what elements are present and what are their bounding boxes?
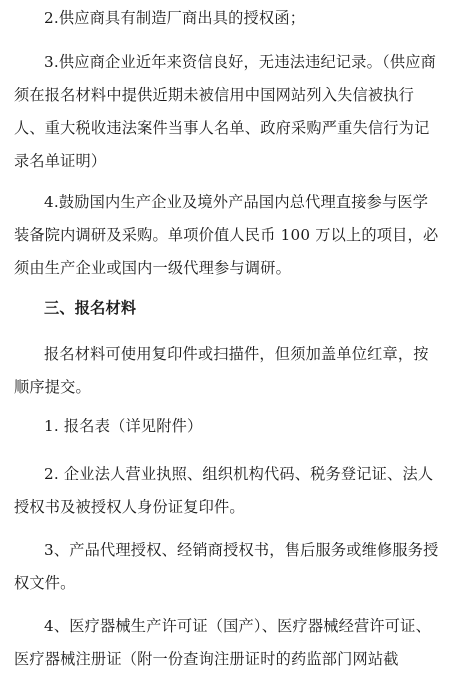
material-item-2: 2. 企业法人营业执照、组织机构代码、税务登记证、法人授权书及被授权人身份证复印件。 xyxy=(14,465,434,516)
material-item-1: 1. 报名表（详见附件） xyxy=(44,417,203,435)
material-item-4: 4、医疗器械生产许可证（国产）、医疗器械经营许可证、医疗器械注册证（附一份查询注册证时的药监部门网站截 xyxy=(14,617,431,668)
materials-intro-paragraph: 报名材料可使用复印件或扫描件，但须加盖单位红章，按顺序提交。 xyxy=(14,345,429,396)
requirement-2-paragraph: 2.供应商具有制造厂商出具的授权函； xyxy=(44,9,306,27)
requirement-3-paragraph: 3.供应商企业近年来资信良好，无违法违纪记录。（供应商须在报名材料中提供近期未被信用中国网站列入失信被执行人、重大税收违法案件当事人名单、政府采购严重失信行为记录名单证明） xyxy=(14,53,436,170)
requirement-4-paragraph: 4.鼓励国内生产企业及境外产品国内总代理直接参与医学装备院内调研及采购。单项价值人民币 100 万以上的项目，必须由生产企业或国内一级代理参与调研。 xyxy=(14,193,439,277)
section-heading: 三、报名材料 xyxy=(44,299,137,317)
material-item-3: 3、产品代理授权、经销商授权书，售后服务或维修服务授权文件。 xyxy=(14,541,439,592)
